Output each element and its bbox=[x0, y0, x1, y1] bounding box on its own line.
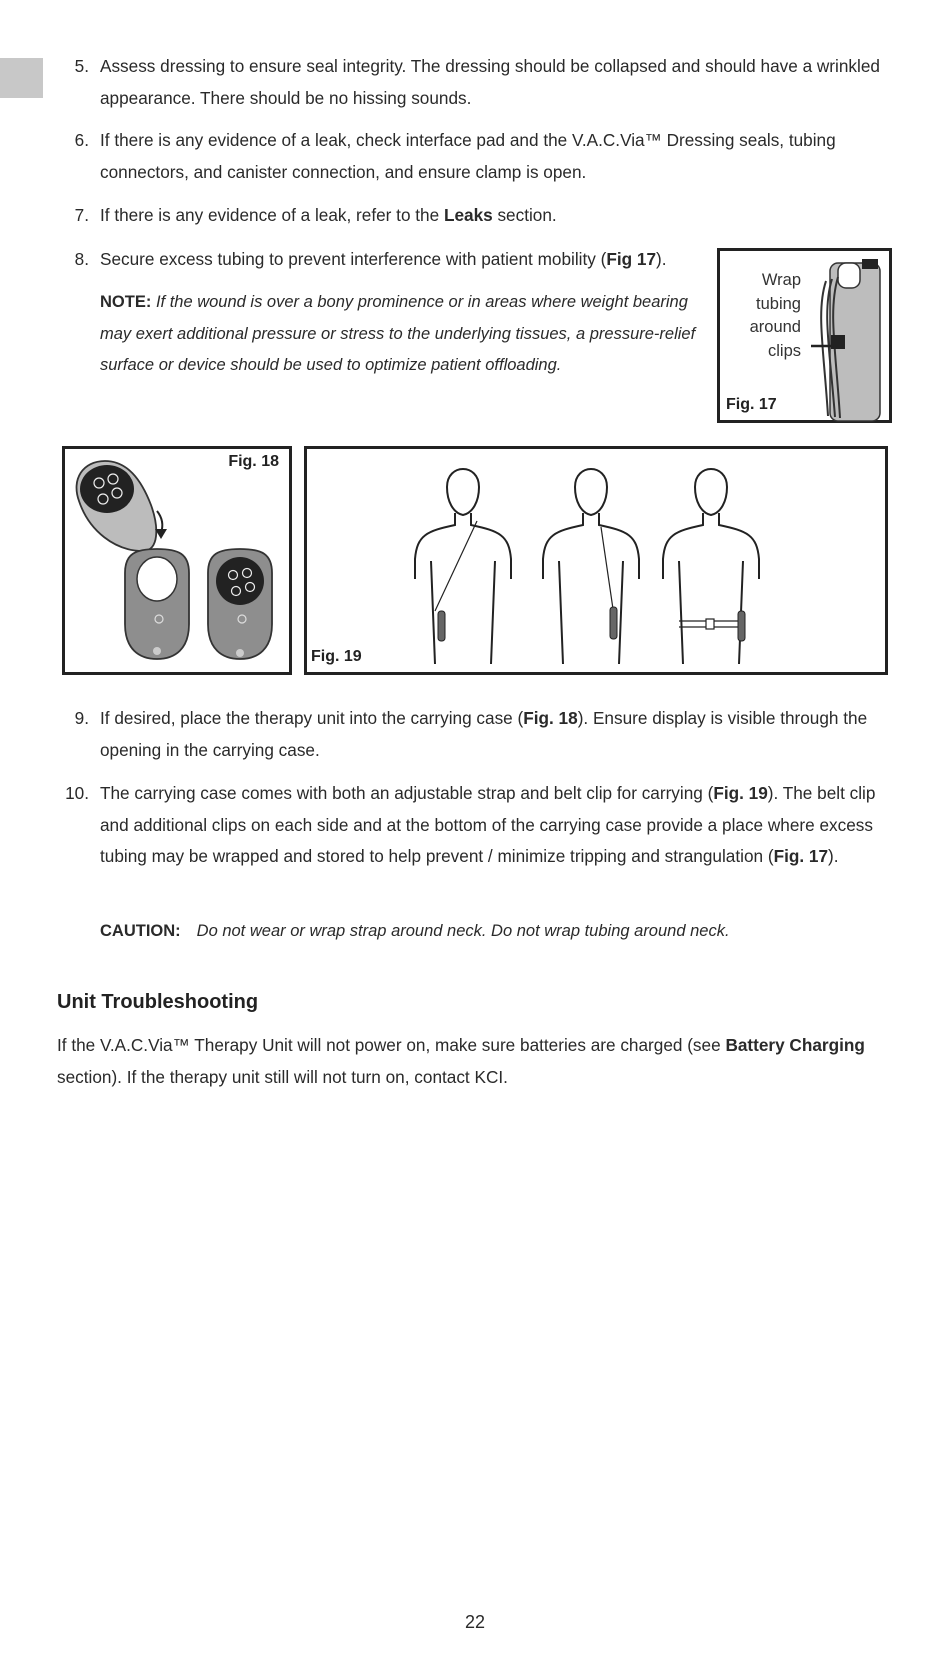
troubleshooting-paragraph: If the V.A.C.Via™ Therapy Unit will not power on, make sure batteries are charged (see Battery Charging section). If the therapy unit still will not turn on, contact KCI. bbox=[57, 1035, 865, 1087]
step-5: 5. Assess dressing to ensure seal integrity. The dressing should be collapsed and should have a wrinkled appearance. There should be no hissing sounds. bbox=[74, 56, 880, 108]
note-label: NOTE: bbox=[100, 293, 152, 311]
caution-text: Do not wear or wrap strap around neck. Do not wrap tubing around neck. bbox=[196, 922, 730, 940]
figure-17 bbox=[717, 248, 892, 423]
step-9: 9. If desired, place the therapy unit into the carrying case (Fig. 18). Ensure display is visible through the opening in the carrying case. bbox=[74, 708, 868, 760]
figure-18 bbox=[62, 446, 292, 675]
step-6: 6. If there is any evidence of a leak, check interface pad and the V.A.C.Via™ Dressing seals, tubing connectors, and canister connection, and ensure clamp is open. bbox=[74, 130, 836, 182]
section-heading: Unit Troubleshooting bbox=[57, 991, 259, 1013]
page-number: 22 bbox=[464, 1612, 486, 1632]
caution-block bbox=[100, 916, 730, 948]
carrying-options-illustration bbox=[307, 449, 891, 678]
note-text: If the wound is over a bony prominence or in areas where weight bearing may exert additional pressure or stress to the underlying tissues, a pressure-relief surface or device should be used to optimize patient offloading. bbox=[100, 293, 696, 374]
step-8: 8. Secure excess tubing to prevent interference with patient mobility (Fig 17). bbox=[74, 249, 667, 269]
step-7: 7. If there is any evidence of a leak, refer to the Leaks section. bbox=[74, 205, 557, 225]
fig17-label: Fig. 17 bbox=[726, 396, 777, 413]
step-10: 10. The carrying case comes with both an adjustable strap and belt clip for carrying (Fig. 19). The belt clip and additional clips on each side and at the bottom of the carrying case provide a place where excess tubing may be wrapped and stored to help prevent / minimize tripping and strangulation (Fig. 17). bbox=[65, 783, 876, 866]
fig17-callout: Wrap tubing around clips bbox=[749, 271, 801, 360]
note-block bbox=[100, 287, 700, 382]
fig19-label: Fig. 19 bbox=[311, 648, 362, 665]
caution-label: CAUTION: bbox=[100, 922, 181, 940]
fig18-label: Fig. 18 bbox=[228, 453, 279, 470]
section-tab-marker bbox=[0, 58, 43, 98]
figure-19 bbox=[304, 446, 888, 675]
leaks-reference: Leaks bbox=[443, 205, 493, 225]
battery-charging-reference: Battery Charging bbox=[725, 1035, 865, 1055]
carrying-case-illustration bbox=[65, 449, 295, 678]
